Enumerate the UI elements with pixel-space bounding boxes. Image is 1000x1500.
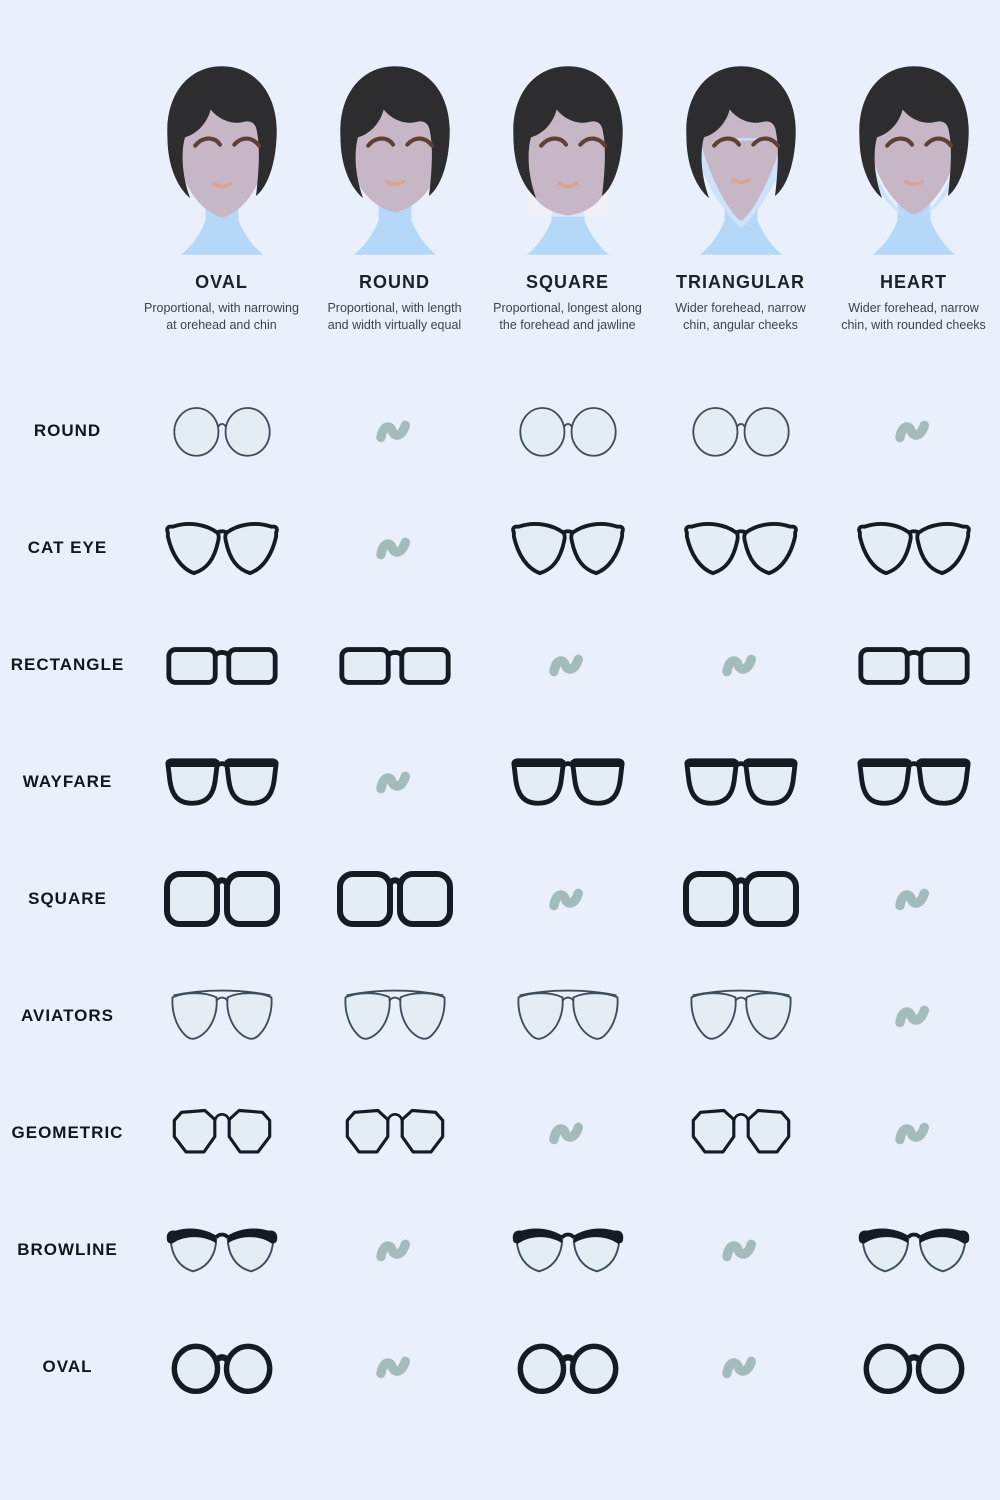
cell-browline-triangular [654, 1191, 827, 1308]
cell-geometric-triangular [654, 1074, 827, 1191]
cell-square-round [308, 840, 481, 957]
rectangle-glasses-icon [164, 634, 280, 696]
face-column-oval [135, 56, 308, 368]
tilde-icon [374, 1352, 416, 1382]
geometric-glasses-icon [168, 1102, 276, 1164]
oval-face-illustration [144, 56, 300, 262]
cell-round-oval [135, 372, 308, 489]
tilde-icon [720, 1235, 762, 1265]
face-types-header [0, 0, 1000, 368]
tilde-icon [374, 416, 416, 446]
glasses-row-square [0, 840, 1000, 957]
face-label: TRIANGULAR [676, 272, 805, 292]
cell-aviators-square [481, 957, 654, 1074]
cell-rectangle-oval [135, 606, 308, 723]
row-label: RECTANGLE [10, 654, 125, 674]
square-glasses-icon [335, 866, 455, 932]
square-face-illustration [490, 56, 646, 262]
cell-cateye-triangular [654, 489, 827, 606]
glasses-row-wayfare [0, 723, 1000, 840]
row-label: ROUND [33, 420, 102, 440]
round-face-illustration [317, 56, 473, 262]
geometric-glasses-icon [687, 1102, 795, 1164]
cell-oval-heart [827, 1308, 1000, 1425]
cell-cateye-heart [827, 489, 1000, 606]
tilde-icon [893, 416, 935, 446]
cell-wayfare-square [481, 723, 654, 840]
face-column-round [308, 56, 481, 368]
tilde-icon [547, 650, 589, 680]
row-label: AVIATORS [20, 1005, 114, 1025]
row-label: BROWLINE [17, 1239, 118, 1259]
wayfare-glasses-icon [164, 751, 280, 813]
oval-glasses-icon [168, 1336, 276, 1398]
cateye-glasses-icon [510, 517, 626, 579]
tilde-icon [720, 1352, 762, 1382]
cell-geometric-oval [135, 1074, 308, 1191]
glasses-row-cateye [0, 489, 1000, 606]
row-label: SQUARE [28, 888, 107, 908]
oval-glasses-icon [860, 1336, 968, 1398]
round-glasses-icon [169, 400, 275, 462]
face-description: Wider forehead, narrow chin, angular cheeks [675, 301, 806, 332]
face-column-triangular [654, 56, 827, 368]
face-description: Proportional, with narrowing at orehead and chin [144, 301, 299, 332]
cell-wayfare-triangular [654, 723, 827, 840]
row-label: OVAL [42, 1356, 93, 1376]
glasses-row-browline [0, 1191, 1000, 1308]
triangular-face-illustration [663, 56, 819, 262]
cell-round-round [308, 372, 481, 489]
tilde-icon [547, 884, 589, 914]
face-column-square [481, 56, 654, 368]
row-label: CAT EYE [27, 537, 108, 557]
cell-geometric-heart [827, 1074, 1000, 1191]
heart-face-illustration [836, 56, 992, 262]
cell-aviators-round [308, 957, 481, 1074]
face-description: Proportional, longest along the forehead and jawline [493, 301, 642, 332]
cell-cateye-round [308, 489, 481, 606]
tilde-icon [720, 650, 762, 680]
aviator-glasses-icon [166, 985, 278, 1047]
rectangle-glasses-icon [856, 634, 972, 696]
glasses-row-oval [0, 1308, 1000, 1425]
cateye-glasses-icon [683, 517, 799, 579]
cell-round-heart [827, 372, 1000, 489]
cell-oval-triangular [654, 1308, 827, 1425]
tilde-icon [374, 767, 416, 797]
aviator-glasses-icon [685, 985, 797, 1047]
wayfare-glasses-icon [510, 751, 626, 813]
aviator-glasses-icon [339, 985, 451, 1047]
glasses-row-geometric [0, 1074, 1000, 1191]
tilde-icon [893, 1118, 935, 1148]
wayfare-glasses-icon [856, 751, 972, 813]
face-description: Wider forehead, narrow chin, with rounded cheeks [841, 301, 986, 332]
row-label: GEOMETRIC [11, 1122, 124, 1142]
round-glasses-icon [688, 400, 794, 462]
glasses-row-rectangle [0, 606, 1000, 723]
tilde-icon [374, 1235, 416, 1265]
cell-geometric-round [308, 1074, 481, 1191]
cell-cateye-oval [135, 489, 308, 606]
glasses-row-aviators [0, 957, 1000, 1074]
cell-square-square [481, 840, 654, 957]
tilde-icon [374, 533, 416, 563]
aviator-glasses-icon [512, 985, 624, 1047]
face-description: Proportional, with length and width virtually equal [327, 301, 462, 332]
tilde-icon [547, 1118, 589, 1148]
cateye-glasses-icon [856, 517, 972, 579]
cell-oval-oval [135, 1308, 308, 1425]
cell-rectangle-heart [827, 606, 1000, 723]
row-label: WAYFARE [22, 771, 113, 791]
compatibility-grid [0, 372, 1000, 1425]
face-label: ROUND [359, 272, 430, 292]
glasses-row-round [0, 372, 1000, 489]
cell-square-triangular [654, 840, 827, 957]
face-label: HEART [880, 272, 947, 292]
cell-browline-square [481, 1191, 654, 1308]
cell-square-oval [135, 840, 308, 957]
cell-browline-heart [827, 1191, 1000, 1308]
cell-wayfare-round [308, 723, 481, 840]
face-label: OVAL [195, 272, 248, 292]
cell-aviators-triangular [654, 957, 827, 1074]
cell-geometric-square [481, 1074, 654, 1191]
cell-oval-square [481, 1308, 654, 1425]
cell-rectangle-square [481, 606, 654, 723]
cell-cateye-square [481, 489, 654, 606]
cell-browline-round [308, 1191, 481, 1308]
cell-oval-round [308, 1308, 481, 1425]
wayfare-glasses-icon [683, 751, 799, 813]
tilde-icon [893, 884, 935, 914]
geometric-glasses-icon [341, 1102, 449, 1164]
cell-rectangle-triangular [654, 606, 827, 723]
cell-wayfare-heart [827, 723, 1000, 840]
oval-glasses-icon [514, 1336, 622, 1398]
tilde-icon [893, 1001, 935, 1031]
header-spacer [0, 56, 135, 368]
cell-wayfare-oval [135, 723, 308, 840]
cell-rectangle-round [308, 606, 481, 723]
cell-browline-oval [135, 1191, 308, 1308]
square-glasses-icon [681, 866, 801, 932]
square-glasses-icon [162, 866, 282, 932]
browline-glasses-icon [164, 1219, 280, 1281]
cateye-glasses-icon [164, 517, 280, 579]
cell-aviators-oval [135, 957, 308, 1074]
cell-aviators-heart [827, 957, 1000, 1074]
cell-square-heart [827, 840, 1000, 957]
rectangle-glasses-icon [337, 634, 453, 696]
browline-glasses-icon [856, 1219, 972, 1281]
face-column-heart [827, 56, 1000, 368]
cell-round-triangular [654, 372, 827, 489]
round-glasses-icon [515, 400, 621, 462]
browline-glasses-icon [510, 1219, 626, 1281]
cell-round-square [481, 372, 654, 489]
face-label: SQUARE [525, 272, 609, 292]
